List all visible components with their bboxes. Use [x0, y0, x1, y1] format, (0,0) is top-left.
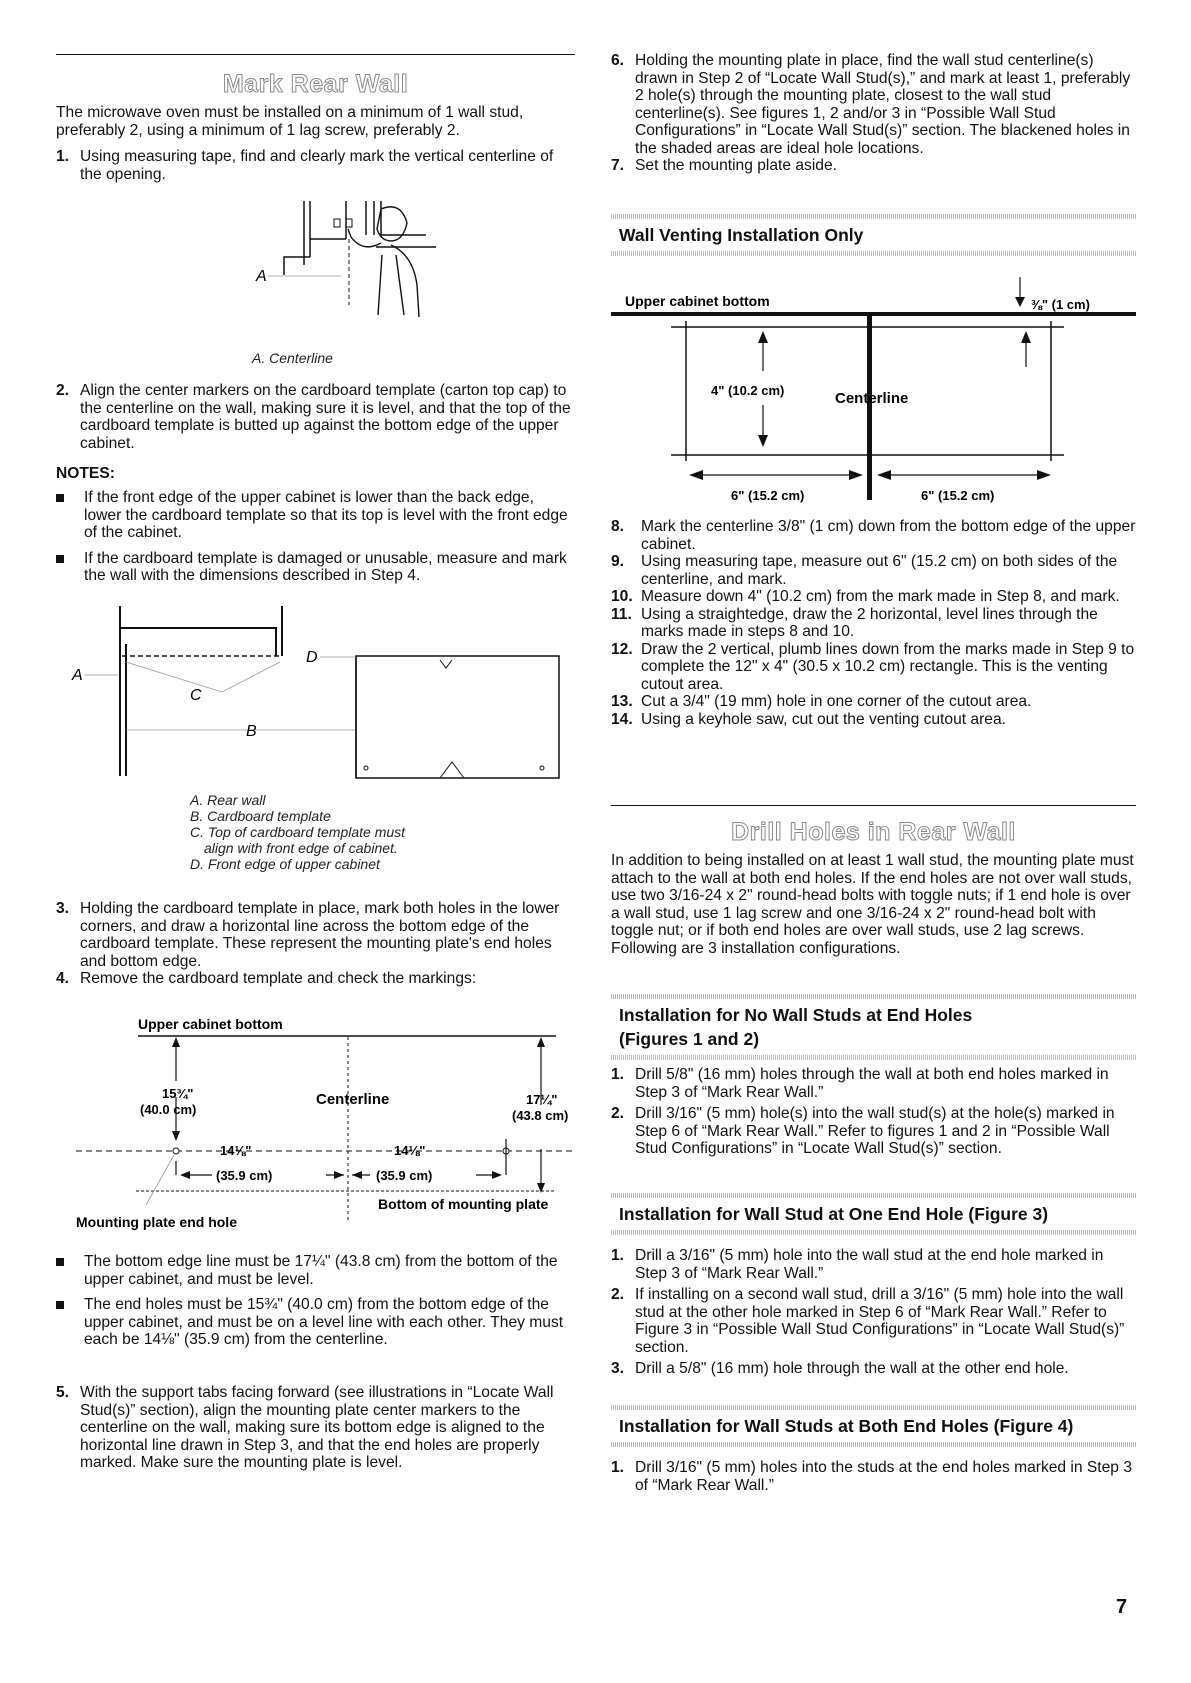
step-1: 1. Using measuring tape, find and clearly mark the vertical centerline of the opening. [56, 148, 554, 183]
steps-6-7 [611, 52, 1136, 175]
fig4-centerline-label: Centerline [835, 390, 909, 407]
svg-text:14⅛": 14⅛" [394, 1143, 426, 1158]
svg-text:(35.9 cm): (35.9 cm) [376, 1168, 433, 1183]
top-rule [56, 54, 575, 55]
step-4: 4. Remove the cardboard template and check the markings: [56, 970, 477, 987]
hole-icon [334, 219, 340, 227]
one-stud-step: 1. Drill a 3/16" (5 mm) hole into the wall stud at the end hole marked in Step 3 of “Mark Rear Wall.” [611, 1247, 1104, 1282]
marking-item: The end holes must be 15¾" (40.0 cm) from the bottom edge of the upper cabinet, and must be on a level line with each other. They must each be 14⅛" (35.9 cm) from the centerline. [56, 1296, 575, 1349]
svg-text:(35.9 cm): (35.9 cm) [216, 1168, 273, 1183]
fig4-upper-cabinet-label: Upper cabinet bottom [625, 293, 770, 309]
vent-step: 11. Using a straightedge, draw the 2 horizontal, level lines through the marks made in steps 8 and 10. [611, 605, 1098, 640]
wall-venting-header: Wall Venting Installation Only [611, 214, 1136, 256]
drill-rule [611, 805, 1136, 806]
no-studs-step: 2. Drill 3/16" (5 mm) hole(s) into the wall stud(s) at the hole(s) marked in Step 6 of “Mark Rear Wall.” Refer to figures 1 and 2 in “Possible Wall Stud Configurations” in “Locate Wall Stud(s)” section. [611, 1105, 1115, 1157]
mark-rear-wall-title: Mark Rear Wall [222, 70, 409, 98]
markings-diagram [76, 1015, 575, 1235]
both-studs-step: 1. Drill 3/16" (5 mm) holes into the studs at the end holes marked in Step 3 of “Mark Rear Wall.” [611, 1459, 1132, 1494]
one-stud-step: 3. Drill a 5/8" (16 mm) hole through the wall at the other end hole. [611, 1360, 1069, 1377]
vent-step: 10. Measure down 4" (10.2 cm) from the mark made in Step 8, and mark. [611, 588, 1120, 605]
svg-text:6" (15.2 cm): 6" (15.2 cm) [921, 488, 995, 503]
svg-text:(43.8 cm): (43.8 cm) [512, 1108, 569, 1123]
no-studs-header: Installation for No Wall Studs at End Holes (Figures 1 and 2) [611, 994, 1136, 1060]
step-6: 6. Holding the mounting plate in place, find the wall stud centerline(s) drawn in Step 2 of “Locate Wall Stud(s),” and mark at least 1, preferably 2 hole(s) through the mounting plate, closest to the wall stud centerline(s). See figures 1, 2 and/or 3 in “Possible Wall Stud Configurations” in “Locate Wall Stud(s)” section. The blackened holes in the shaded areas are ideal hole locations. [611, 52, 1131, 157]
drill-holes-title: Drill Holes in Rear Wall [731, 818, 1016, 846]
drill-intro: In addition to being installed on at least 1 wall stud, the mounting plate must attach to the wall at both end holes. If the end holes are not over wall studs, use two 3/16-24 x 2" round-head bolts with toggle nuts; if 1 end hole is over a wall stud, use 1 lag screw and one 3/16-24 x 2" round-head bolt with toggle nut; or if both end holes are over wall studs, use 2 lag screws. Following are 3 installation configurations. [611, 852, 1134, 957]
steps-3-4 [56, 900, 575, 988]
notes-label: NOTES: [56, 465, 115, 482]
vent-step: 13. Cut a 3/4" (19 mm) hole in one corner of the cutout area. [611, 693, 1032, 710]
cardboard-template-diagram [56, 604, 575, 784]
no-studs-step: 1. Drill 5/8" (16 mm) holes through the wall at both end holes marked in Step 3 of “Mark Rear Wall.” [611, 1066, 1109, 1101]
centerline-bar [867, 316, 872, 500]
svg-text:4" (10.2 cm): 4" (10.2 cm) [711, 383, 785, 398]
markings-list [56, 1253, 575, 1349]
note-item: If the cardboard template is damaged or unusable, measure and mark the wall with the dimensions described in Step 4. [56, 550, 575, 585]
hole-icon [346, 219, 352, 227]
both-studs-header: Installation for Wall Studs at Both End Holes (Figure 4) [611, 1405, 1136, 1447]
vent-step: 8. Mark the centerline 3/8" (1 cm) down from the bottom edge of the upper cabinet. [611, 518, 1136, 553]
person-body-icon [348, 229, 419, 317]
no-studs-steps [611, 1066, 1136, 1158]
svg-text:15¾": 15¾" [162, 1086, 194, 1101]
fig2-label-a: A [72, 667, 83, 684]
notes-list [56, 489, 575, 585]
venting-cutout-diagram [611, 275, 1136, 505]
svg-text:⅜" (1 cm): ⅜" (1 cm) [1031, 297, 1090, 312]
one-stud-step: 2. If installing on a second wall stud, drill a 3/16" (5 mm) hole into the wall stud at the other hole marked in Step 6 of “Mark Rear Wall.” Refer to Figure 3 in “Possible Wall Stud Configurations” in “Locate Wall Stud(s)” section. [611, 1286, 1125, 1356]
fig2-label-c: C [190, 687, 202, 704]
mark-rear-wall-intro: The microwave oven must be installed on a minimum of 1 wall stud, preferably 2, using a minimum of 1 lag screw, preferably 2. [56, 104, 524, 139]
marking-item: The bottom edge line must be 17¼" (43.8 cm) from the bottom of the upper cabinet, and must be level. [56, 1253, 575, 1288]
note-item: If the front edge of the upper cabinet is lower than the back edge, lower the cardboard template so that its top is level with the front edge of the cabinet. [56, 489, 575, 542]
svg-text:(40.0 cm): (40.0 cm) [140, 1102, 197, 1117]
fig2-label-b: B [246, 723, 257, 740]
svg-text:17¼": 17¼" [526, 1092, 558, 1107]
svg-text:14⅛": 14⅛" [220, 1143, 252, 1158]
step-2: 2. Align the center markers on the cardboard template (carton top cap) to the centerline on the wall, making sure it is level, and that the top of the cardboard template is butted up against the bottom edge of the upper cabinet. [56, 382, 571, 452]
upper-cabinet-label: Upper cabinet bottom [138, 1016, 283, 1032]
both-studs-steps [611, 1459, 1136, 1494]
fig1-caption: A. Centerline [252, 350, 333, 366]
svg-text:6" (15.2 cm): 6" (15.2 cm) [731, 488, 805, 503]
step-5: 5. With the support tabs facing forward (see illustrations in “Locate Wall Stud(s)” section), align the mounting plate center markers to the centerline on the wall, making sure its bottom edge is aligned to the horizontal line drawn in Step 3, and that the end holes are properly marked. Make sure the mounting plate is level. [56, 1384, 554, 1471]
fig1-label-a: A [256, 268, 267, 285]
one-stud-steps [611, 1247, 1136, 1378]
fig2-label-d: D [306, 649, 318, 666]
vent-step: 14. Using a keyhole saw, cut out the venting cutout area. [611, 710, 1006, 728]
end-hole-label: Mounting plate end hole [76, 1214, 237, 1230]
vent-step: 12. Draw the 2 vertical, plumb lines down from the marks made in Step 9 to complete the 12" x 4" (30.5 x 10.2 cm) rectangle. This is the venting cutout area. [611, 640, 1135, 693]
bottom-of-plate-label: Bottom of mounting plate [378, 1196, 549, 1212]
step-7: 7. Set the mounting plate aside. [611, 157, 837, 174]
centerline-illustration [186, 195, 486, 340]
step-3: 3. Holding the cardboard template in place, mark both holes in the lower corners, and draw a horizontal line across the bottom edge of the cardboard template. These represent the mounting plate's end holes and bottom edge. [56, 900, 560, 970]
one-stud-header: Installation for Wall Stud at One End Hole (Figure 3) [611, 1193, 1136, 1235]
vent-steps [611, 518, 1136, 728]
vent-step: 9. Using measuring tape, measure out 6" (15.2 cm) on both sides of the centerline, and mark. [611, 553, 1118, 588]
fig2-caption: A. Rear wall B. Cardboard template C. Top of cardboard template must align with front edge of cabinet. D. Front edge of upper cabinet [190, 792, 406, 872]
page-number: 7 [1116, 1596, 1128, 1618]
fig3-centerline-label: Centerline [316, 1091, 390, 1108]
